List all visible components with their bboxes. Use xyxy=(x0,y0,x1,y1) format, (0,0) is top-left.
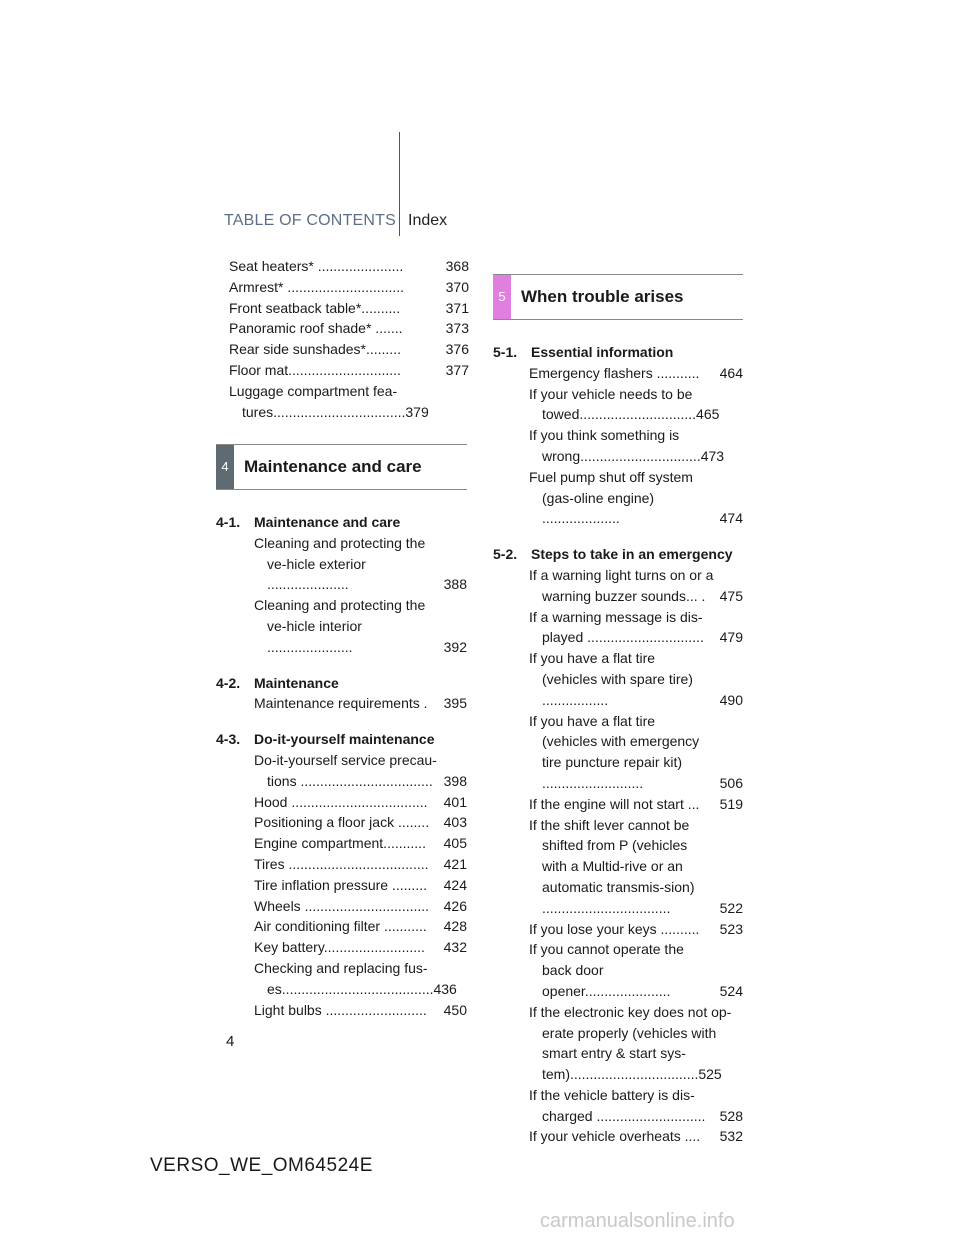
toc-entry-title: If the shift lever cannot be shifted from P (vehicles with a Multid-rive or an automatic transmis-sion) ................................. xyxy=(529,816,695,916)
toc-entry[interactable] xyxy=(529,607,743,649)
toc-link[interactable]: TABLE OF CONTENTS xyxy=(224,212,397,229)
toc-entry-title: Maintenance requirements . xyxy=(254,695,428,712)
toc-entry[interactable] xyxy=(229,339,469,360)
toc-entry-page: 371 xyxy=(445,299,469,316)
subsection-heading[interactable] xyxy=(493,544,743,565)
toc-entry-title: If the engine will not start ... xyxy=(529,795,700,812)
toc-entry-title: Key battery.......................... xyxy=(254,939,425,956)
toc-entry-title: Wheels ................................ xyxy=(254,897,430,914)
toc-entry-title: Floor mat............................. xyxy=(229,361,401,378)
toc-entry-title: Positioning a floor jack ........ xyxy=(254,814,430,831)
toc-entry-title: Hood ................................... xyxy=(254,793,428,810)
toc-entry-title: Rear side sunshades*......... xyxy=(229,341,401,358)
toc-entry[interactable] xyxy=(254,916,467,937)
toc-entry-page: 464 xyxy=(719,364,743,381)
toc-entry-title: If your vehicle needs to be towed..............................465 xyxy=(529,385,720,423)
toc-entry[interactable] xyxy=(254,533,467,595)
toc-entry-page: 398 xyxy=(443,772,467,789)
toc-entry-page: 475 xyxy=(719,587,743,604)
subsection-title: Maintenance xyxy=(254,674,339,691)
toc-entry-page: 376 xyxy=(445,341,469,358)
document-code: VERSO_WE_OM64524E xyxy=(150,1155,373,1176)
toc-entry-page: 377 xyxy=(445,361,469,378)
toc-entry-title: Emergency flashers ........... xyxy=(529,364,700,381)
toc-entry-title: If you cannot operate the back door opener...................... xyxy=(529,941,684,999)
toc-entry-title: Checking and replacing fus-es.......................................436 xyxy=(254,959,457,997)
toc-entry[interactable] xyxy=(229,277,469,298)
toc-entry[interactable] xyxy=(529,1085,743,1127)
subsection-entries xyxy=(493,565,743,1147)
toc-entry[interactable] xyxy=(254,833,467,854)
page-number: 4 xyxy=(226,1033,235,1050)
subsection-number: 4-1. xyxy=(216,514,241,530)
toc-entry[interactable] xyxy=(254,595,467,657)
toc-entry[interactable] xyxy=(529,425,743,467)
section-5 xyxy=(493,274,743,1147)
toc-entry[interactable] xyxy=(229,256,469,277)
toc-entry-title: Luggage compartment fea-tures..................................379 xyxy=(229,382,429,420)
toc-entry[interactable] xyxy=(529,384,743,426)
toc-entry[interactable] xyxy=(529,565,743,607)
toc-entry[interactable] xyxy=(529,467,743,529)
index-link[interactable]: Index xyxy=(408,212,448,229)
toc-entry-page: 532 xyxy=(719,1128,743,1145)
toc-entry-title: Armrest* .............................. xyxy=(229,278,405,295)
toc-entry-page: 424 xyxy=(443,876,467,893)
toc-entry[interactable] xyxy=(529,1126,743,1147)
subsection-number: 5-1. xyxy=(493,344,518,360)
toc-entry-title: Cleaning and protecting the ve-hicle interior ...................... xyxy=(254,597,426,655)
toc-entry[interactable] xyxy=(229,318,469,339)
section-title: Maintenance and care xyxy=(244,456,422,476)
subsection-entries xyxy=(216,693,467,714)
subsection-heading[interactable] xyxy=(216,512,467,533)
toc-entry-title: If your vehicle overheats .... xyxy=(529,1128,701,1145)
toc-entry-title: Cleaning and protecting the ve-hicle exterior ..................... xyxy=(254,534,426,593)
toc-entry-title: If you have a flat tire (vehicles with emergency tire puncture repair kit) .......................... xyxy=(529,712,700,791)
toc-entry-page: 519 xyxy=(719,795,743,812)
toc-entry-page: 392 xyxy=(443,638,467,655)
toc-entry-page: 426 xyxy=(443,897,467,914)
toc-entry-page: 373 xyxy=(445,320,469,337)
toc-entry-page: 405 xyxy=(443,835,467,852)
section-number-tab: 5 xyxy=(493,275,511,319)
toc-entry-page: 395 xyxy=(443,695,467,712)
toc-entry[interactable] xyxy=(529,919,743,940)
toc-entry[interactable] xyxy=(529,794,743,815)
toc-entry[interactable] xyxy=(254,750,467,792)
toc-entry-page: 506 xyxy=(719,774,743,791)
subsection-heading[interactable] xyxy=(493,342,743,363)
toc-entry[interactable] xyxy=(229,381,469,423)
subsection-title: Steps to take in an emergency xyxy=(531,546,733,563)
toc-entry[interactable] xyxy=(254,812,467,833)
toc-entry-title: Tires .................................... xyxy=(254,855,429,872)
toc-entry[interactable] xyxy=(254,792,467,813)
toc-entry-page: 432 xyxy=(443,939,467,956)
toc-entry-title: If the electronic key does not op-erate properly (vehicles with smart entry & start sys-tem).................................525 xyxy=(529,1003,732,1083)
toc-entry-page: 388 xyxy=(443,576,467,593)
toc-entry[interactable] xyxy=(254,896,467,917)
toc-entry-page: 401 xyxy=(443,793,467,810)
toc-entry[interactable] xyxy=(254,693,467,714)
toc-entry-title: Tire inflation pressure ......... xyxy=(254,876,427,893)
toc-entry[interactable] xyxy=(529,939,743,1001)
subsection-title: Maintenance and care xyxy=(254,514,401,530)
toc-entry-page: 479 xyxy=(719,629,743,646)
toc-entry[interactable] xyxy=(529,711,743,794)
toc-entry[interactable] xyxy=(529,815,743,919)
toc-entry-title: Fuel pump shut off system (gas-oline engine) .................... xyxy=(529,468,693,527)
subsection-heading[interactable] xyxy=(216,673,467,694)
toc-entry-title: If you have a flat tire (vehicles with spare tire) ................. xyxy=(529,650,693,708)
toc-entry-title: Light bulbs .......................... xyxy=(254,1001,427,1018)
toc-entry-title: Engine compartment........... xyxy=(254,835,426,852)
toc-entry-page: 528 xyxy=(719,1107,743,1124)
toc-entry-title: Air conditioning filter ........... xyxy=(254,918,427,935)
subsection-title: Do-it-yourself maintenance xyxy=(254,731,435,748)
toc-entry-page: 370 xyxy=(445,278,469,295)
subsection-entries xyxy=(216,750,467,1020)
subsection-number: 5-2. xyxy=(493,546,518,563)
toc-entry-title: If you think something is wrong...............................473 xyxy=(529,427,725,464)
toc-entry[interactable] xyxy=(254,854,467,875)
subsection-entries xyxy=(216,533,467,658)
toc-entry-page: 403 xyxy=(443,814,467,831)
header-divider xyxy=(399,132,400,236)
toc-entry-page: 523 xyxy=(719,920,743,937)
subsection-number: 4-2. xyxy=(216,674,241,691)
section-header xyxy=(216,444,467,490)
toc-entry[interactable] xyxy=(254,875,467,896)
toc-entry[interactable] xyxy=(529,1002,743,1085)
toc-entry-page: 490 xyxy=(719,691,743,708)
left-top-list xyxy=(229,256,469,422)
section-4 xyxy=(216,444,467,1020)
toc-entry-title: If a warning message is dis-played .............................. xyxy=(529,608,704,646)
toc-entry-page: 522 xyxy=(719,899,743,916)
section-title: When trouble arises xyxy=(521,286,684,306)
section-number-tab: 4 xyxy=(216,445,234,489)
toc-entry-page: 450 xyxy=(443,1001,467,1018)
toc-entry[interactable] xyxy=(529,363,743,384)
toc-entry[interactable] xyxy=(229,298,469,319)
toc-entry[interactable] xyxy=(254,958,467,1000)
toc-entry-page: 421 xyxy=(443,855,467,872)
toc-entry[interactable] xyxy=(254,937,467,958)
subsection-number: 4-3. xyxy=(216,731,241,748)
toc-entry-page: 428 xyxy=(443,918,467,935)
subsection-heading[interactable] xyxy=(216,729,467,750)
watermark: carmanualsonline.info xyxy=(540,1210,735,1232)
toc-entry-title: If the vehicle battery is dis-charged ............................ xyxy=(529,1086,706,1124)
toc-entry-title: Do-it-yourself service precau-tions .................................. xyxy=(254,751,437,789)
toc-entry[interactable] xyxy=(254,1000,467,1021)
toc-entry-title: If a warning light turns on or a warning buzzer sounds... . xyxy=(529,566,714,604)
section-header xyxy=(493,274,743,320)
toc-entry[interactable] xyxy=(529,648,743,710)
toc-entry[interactable] xyxy=(229,360,469,381)
toc-entry-title: Panoramic roof shade* ....... xyxy=(229,320,403,337)
subsection-entries xyxy=(493,363,743,529)
subsection-title: Essential information xyxy=(531,344,674,360)
toc-entry-page: 524 xyxy=(719,982,743,999)
toc-entry-title: If you lose your keys .......... xyxy=(529,920,700,937)
toc-entry-title: Seat heaters* ...................... xyxy=(229,258,404,274)
toc-entry-page: 474 xyxy=(719,510,743,527)
toc-entry-page: 368 xyxy=(445,258,469,274)
toc-entry-title: Front seatback table*.......... xyxy=(229,299,401,316)
